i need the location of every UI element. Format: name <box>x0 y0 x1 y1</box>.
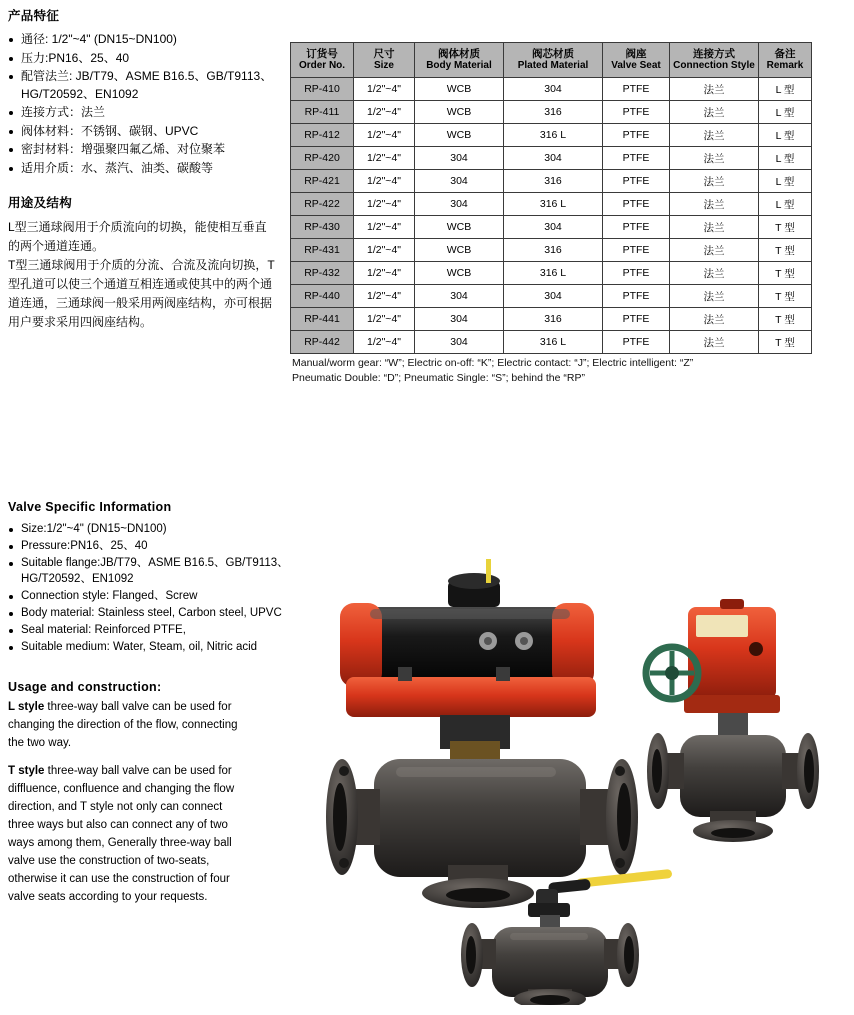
valve-stem <box>450 741 500 759</box>
list-item: Suitable medium: Water, Steam, oil, Nitric acid <box>8 639 308 655</box>
cell-size: 1/2"~4" <box>354 101 415 124</box>
list-item: Suitable flange:JB/T79、ASME B16.5、GB/T9113、HG/T20592、EN1092 <box>8 555 308 587</box>
actuator-top-cap <box>720 599 744 609</box>
usage-en-paragraph-t <box>8 762 248 906</box>
cell-order-no: RP-422 <box>291 193 354 216</box>
actuator-bolt-center <box>484 637 492 645</box>
list-item: 通径: 1/2"~4" (DN15~DN100) <box>8 31 278 49</box>
features-list <box>8 31 278 177</box>
electric-valve-body <box>680 735 786 817</box>
legend-line-2: Pneumatic Double: “D”; Pneumatic Single: “S”; behind the “RP” <box>292 372 585 384</box>
cell-remark: T 型 <box>759 239 812 262</box>
cell-valve-seat: PTFE <box>603 101 670 124</box>
col-header-order-no <box>291 43 354 78</box>
table-row <box>291 124 812 147</box>
valve-specific-information <box>8 500 308 656</box>
header-cn: 阀座 <box>625 47 647 60</box>
cell-size: 1/2"~4" <box>354 239 415 262</box>
cell-body-material: 304 <box>415 147 504 170</box>
cell-body-material: WCB <box>415 78 504 101</box>
t-style-text: three-way ball valve can be used for diffluence, confluence and changing the flow direction, and T style not only can connect three ways but also can connect any of two ways among them, Generally three-way ball valve use the construction of two-seats, otherwise it can use the construction of four valve seats according to your requests. <box>8 765 235 903</box>
cell-order-no: RP-421 <box>291 170 354 193</box>
usage-paragraph-l: L型三通球阀用于介质流向的切换，能使相互垂直的两个通道连通。 <box>8 220 267 253</box>
cell-body-material: 304 <box>415 193 504 216</box>
table-header-row <box>291 43 812 78</box>
handwheel-hub <box>665 666 679 680</box>
cell-remark: L 型 <box>759 78 812 101</box>
cell-valve-seat: PTFE <box>603 193 670 216</box>
cell-connection-style: 法兰 <box>670 101 759 124</box>
left-flange-bore <box>333 783 347 851</box>
bottom-flange-bore <box>711 828 755 838</box>
valve-illustrations <box>300 545 850 1005</box>
cell-remark: L 型 <box>759 193 812 216</box>
list-item: Seal material: Reinforced PTFE, <box>8 622 308 638</box>
cell-body-material: WCB <box>415 101 504 124</box>
cell-order-no: RP-431 <box>291 239 354 262</box>
header-cn: 阀芯材质 <box>532 47 574 60</box>
l-style-label: L style <box>8 701 45 713</box>
cell-remark: T 型 <box>759 331 812 354</box>
usage-paragraph-t: T型三通球阀用于介质的分流、合流及流向切换，T型孔道可以使三个通道互相连通或使其中的两个通道连通，三通球阀一般采用两阀座结构，亦可根据用户要求采用四阀座结构。 <box>8 258 275 329</box>
left-flange-bore <box>652 749 662 793</box>
cell-size: 1/2"~4" <box>354 147 415 170</box>
table-row <box>291 216 812 239</box>
features-title: 产品特征 <box>8 9 60 23</box>
cell-connection-style: 法兰 <box>670 331 759 354</box>
cell-order-no: RP-441 <box>291 308 354 331</box>
cell-plated-material: 316 L <box>504 193 603 216</box>
col-header-size <box>354 43 415 78</box>
actuator-label <box>696 615 748 637</box>
table-row <box>291 147 812 170</box>
electric-actuator-valve <box>646 599 819 842</box>
cell-remark: L 型 <box>759 170 812 193</box>
cell-valve-seat: PTFE <box>603 124 670 147</box>
list-item: 密封材料：增强聚四氟乙烯、对位聚苯 <box>8 141 278 159</box>
cell-body-material: 304 <box>415 308 504 331</box>
header-en: Size <box>373 60 394 71</box>
cell-plated-material: 316 L <box>504 262 603 285</box>
cell-size: 1/2"~4" <box>354 216 415 239</box>
cell-plated-material: 304 <box>504 285 603 308</box>
cell-connection-style: 法兰 <box>670 308 759 331</box>
cell-size: 1/2"~4" <box>354 170 415 193</box>
cell-order-no: RP-410 <box>291 78 354 101</box>
cell-valve-seat: PTFE <box>603 331 670 354</box>
bottom-flange-bore <box>530 995 570 1005</box>
usage-en-title: Usage and construction: <box>8 680 162 694</box>
cell-size: 1/2"~4" <box>354 308 415 331</box>
right-flange-bore <box>804 749 814 793</box>
right-flange-bore <box>617 783 631 851</box>
col-header-remark <box>759 43 812 78</box>
usage-en-paragraph-l <box>8 698 248 752</box>
flange-bolt-hole <box>615 858 625 868</box>
cell-remark: T 型 <box>759 308 812 331</box>
cell-order-no: RP-420 <box>291 147 354 170</box>
table-row <box>291 262 812 285</box>
manual-valve-stem <box>540 915 560 927</box>
cell-size: 1/2"~4" <box>354 78 415 101</box>
cell-size: 1/2"~4" <box>354 331 415 354</box>
pneumatic-actuator-valve <box>326 559 638 908</box>
table-row <box>291 170 812 193</box>
usage-construction-en <box>8 680 248 916</box>
list-item: Connection style: Flanged、Screw <box>8 588 308 604</box>
usage-title-cn: 用途及结构 <box>8 196 73 210</box>
cell-plated-material: 316 <box>504 170 603 193</box>
cell-order-no: RP-430 <box>291 216 354 239</box>
cell-remark: L 型 <box>759 124 812 147</box>
right-flange-bore <box>624 936 634 974</box>
cell-plated-material: 316 <box>504 239 603 262</box>
list-item: Pressure:PN16、25、40 <box>8 538 308 554</box>
cell-size: 1/2"~4" <box>354 262 415 285</box>
cell-connection-style: 法兰 <box>670 170 759 193</box>
cell-plated-material: 316 <box>504 101 603 124</box>
cell-body-material: WCB <box>415 262 504 285</box>
actuator-base <box>684 695 780 713</box>
cell-order-no: RP-412 <box>291 124 354 147</box>
left-text-column <box>8 6 278 332</box>
cell-remark: T 型 <box>759 285 812 308</box>
body-highlight <box>510 933 588 940</box>
header-en: Plated Material <box>517 60 589 71</box>
cell-valve-seat: PTFE <box>603 285 670 308</box>
actuator-port <box>398 667 412 681</box>
cell-size: 1/2"~4" <box>354 124 415 147</box>
cell-connection-style: 法兰 <box>670 147 759 170</box>
table-row <box>291 78 812 101</box>
cell-body-material: 304 <box>415 170 504 193</box>
table-legend <box>292 356 832 386</box>
indicator-dial <box>448 573 500 589</box>
cell-connection-style: 法兰 <box>670 262 759 285</box>
cell-plated-material: 316 <box>504 308 603 331</box>
cell-valve-seat: PTFE <box>603 308 670 331</box>
lever-mount-plate <box>528 903 570 917</box>
electric-valve-stem <box>718 713 748 735</box>
cell-body-material: WCB <box>415 239 504 262</box>
cell-size: 1/2"~4" <box>354 285 415 308</box>
cell-remark: T 型 <box>759 262 812 285</box>
cell-valve-seat: PTFE <box>603 170 670 193</box>
table-row <box>291 193 812 216</box>
cell-connection-style: 法兰 <box>670 285 759 308</box>
l-style-text: three-way ball valve can be used for changing the direction of the flow, connecting the two way. <box>8 701 238 749</box>
list-item: Body material: Stainless steel, Carbon steel, UPVC <box>8 605 308 621</box>
cell-connection-style: 法兰 <box>670 239 759 262</box>
cell-body-material: WCB <box>415 216 504 239</box>
cell-valve-seat: PTFE <box>603 216 670 239</box>
left-flange-bore <box>466 936 476 974</box>
list-item: Size:1/2"~4" (DN15~DN100) <box>8 521 308 537</box>
actuator-lower-housing <box>346 677 596 717</box>
bottom-flange-bore <box>446 888 510 902</box>
cell-order-no: RP-411 <box>291 101 354 124</box>
flange-bolt-hole <box>615 766 625 776</box>
cell-remark: L 型 <box>759 147 812 170</box>
actuator-highlight <box>370 609 570 619</box>
body-highlight <box>396 767 556 777</box>
header-cn: 阀体材质 <box>438 47 480 60</box>
flange-bolt-hole <box>339 858 349 868</box>
cell-size: 1/2"~4" <box>354 193 415 216</box>
cell-body-material: 304 <box>415 285 504 308</box>
actuator-bolt-center <box>520 637 528 645</box>
cell-order-no: RP-432 <box>291 262 354 285</box>
list-item: 压力:PN16、25、40 <box>8 50 278 68</box>
col-header-body-material <box>415 43 504 78</box>
legend-line-1: Manual/worm gear: “W”; Electric on-off: “K”; Electric contact: “J”; Electric intelligent: “Z” <box>292 357 694 369</box>
cell-valve-seat: PTFE <box>603 262 670 285</box>
cell-plated-material: 304 <box>504 78 603 101</box>
cell-connection-style: 法兰 <box>670 216 759 239</box>
cell-connection-style: 法兰 <box>670 193 759 216</box>
cell-valve-seat: PTFE <box>603 239 670 262</box>
cell-remark: T 型 <box>759 216 812 239</box>
list-item: 配管法兰: JB/T79、ASME B16.5、GB/T9113、HG/T20592、EN1092 <box>8 68 278 103</box>
t-style-label: T style <box>8 765 45 777</box>
cell-order-no: RP-442 <box>291 331 354 354</box>
spec-table <box>290 42 812 354</box>
cell-plated-material: 316 L <box>504 124 603 147</box>
header-en: Order No. <box>298 60 346 71</box>
list-item: 连接方式：法兰 <box>8 104 278 122</box>
header-cn: 连接方式 <box>693 47 735 60</box>
table-row <box>291 308 812 331</box>
table-row <box>291 285 812 308</box>
cell-order-no: RP-440 <box>291 285 354 308</box>
flange-bolt-hole <box>339 766 349 776</box>
cell-plated-material: 316 L <box>504 331 603 354</box>
table-row <box>291 239 812 262</box>
cell-body-material: WCB <box>415 124 504 147</box>
valve-info-title: Valve Specific Information <box>8 500 172 514</box>
list-item: 阀体材料：不锈钢、碳钢、UPVC <box>8 123 278 141</box>
cell-connection-style: 法兰 <box>670 124 759 147</box>
header-en: Connection Style <box>673 60 755 71</box>
cell-valve-seat: PTFE <box>603 78 670 101</box>
cell-plated-material: 304 <box>504 216 603 239</box>
cell-plated-material: 304 <box>504 147 603 170</box>
header-cn: 订货号 <box>306 47 338 60</box>
cell-body-material: 304 <box>415 331 504 354</box>
header-en: Valve Seat <box>611 60 661 71</box>
indicator-pointer <box>486 559 491 583</box>
col-header-plated-material <box>504 43 603 78</box>
header-en: Body Material <box>426 60 492 71</box>
actuator-port <box>496 667 510 681</box>
spec-table-container <box>290 42 812 354</box>
header-cn: 备注 <box>774 47 796 60</box>
table-body <box>291 78 812 354</box>
actuator-knob <box>749 642 763 656</box>
cell-connection-style: 法兰 <box>670 78 759 101</box>
col-header-connection-style <box>670 43 759 78</box>
cell-valve-seat: PTFE <box>603 147 670 170</box>
product-photo-group <box>300 545 850 1005</box>
table-row <box>291 331 812 354</box>
header-en: Remark <box>766 60 804 71</box>
valve-info-list <box>8 521 308 655</box>
cell-remark: L 型 <box>759 101 812 124</box>
list-item: 适用介质：水、蒸汽、油类、碳酸等 <box>8 160 278 178</box>
header-cn: 尺寸 <box>373 47 395 60</box>
table-row <box>291 101 812 124</box>
col-header-valve-seat <box>603 43 670 78</box>
